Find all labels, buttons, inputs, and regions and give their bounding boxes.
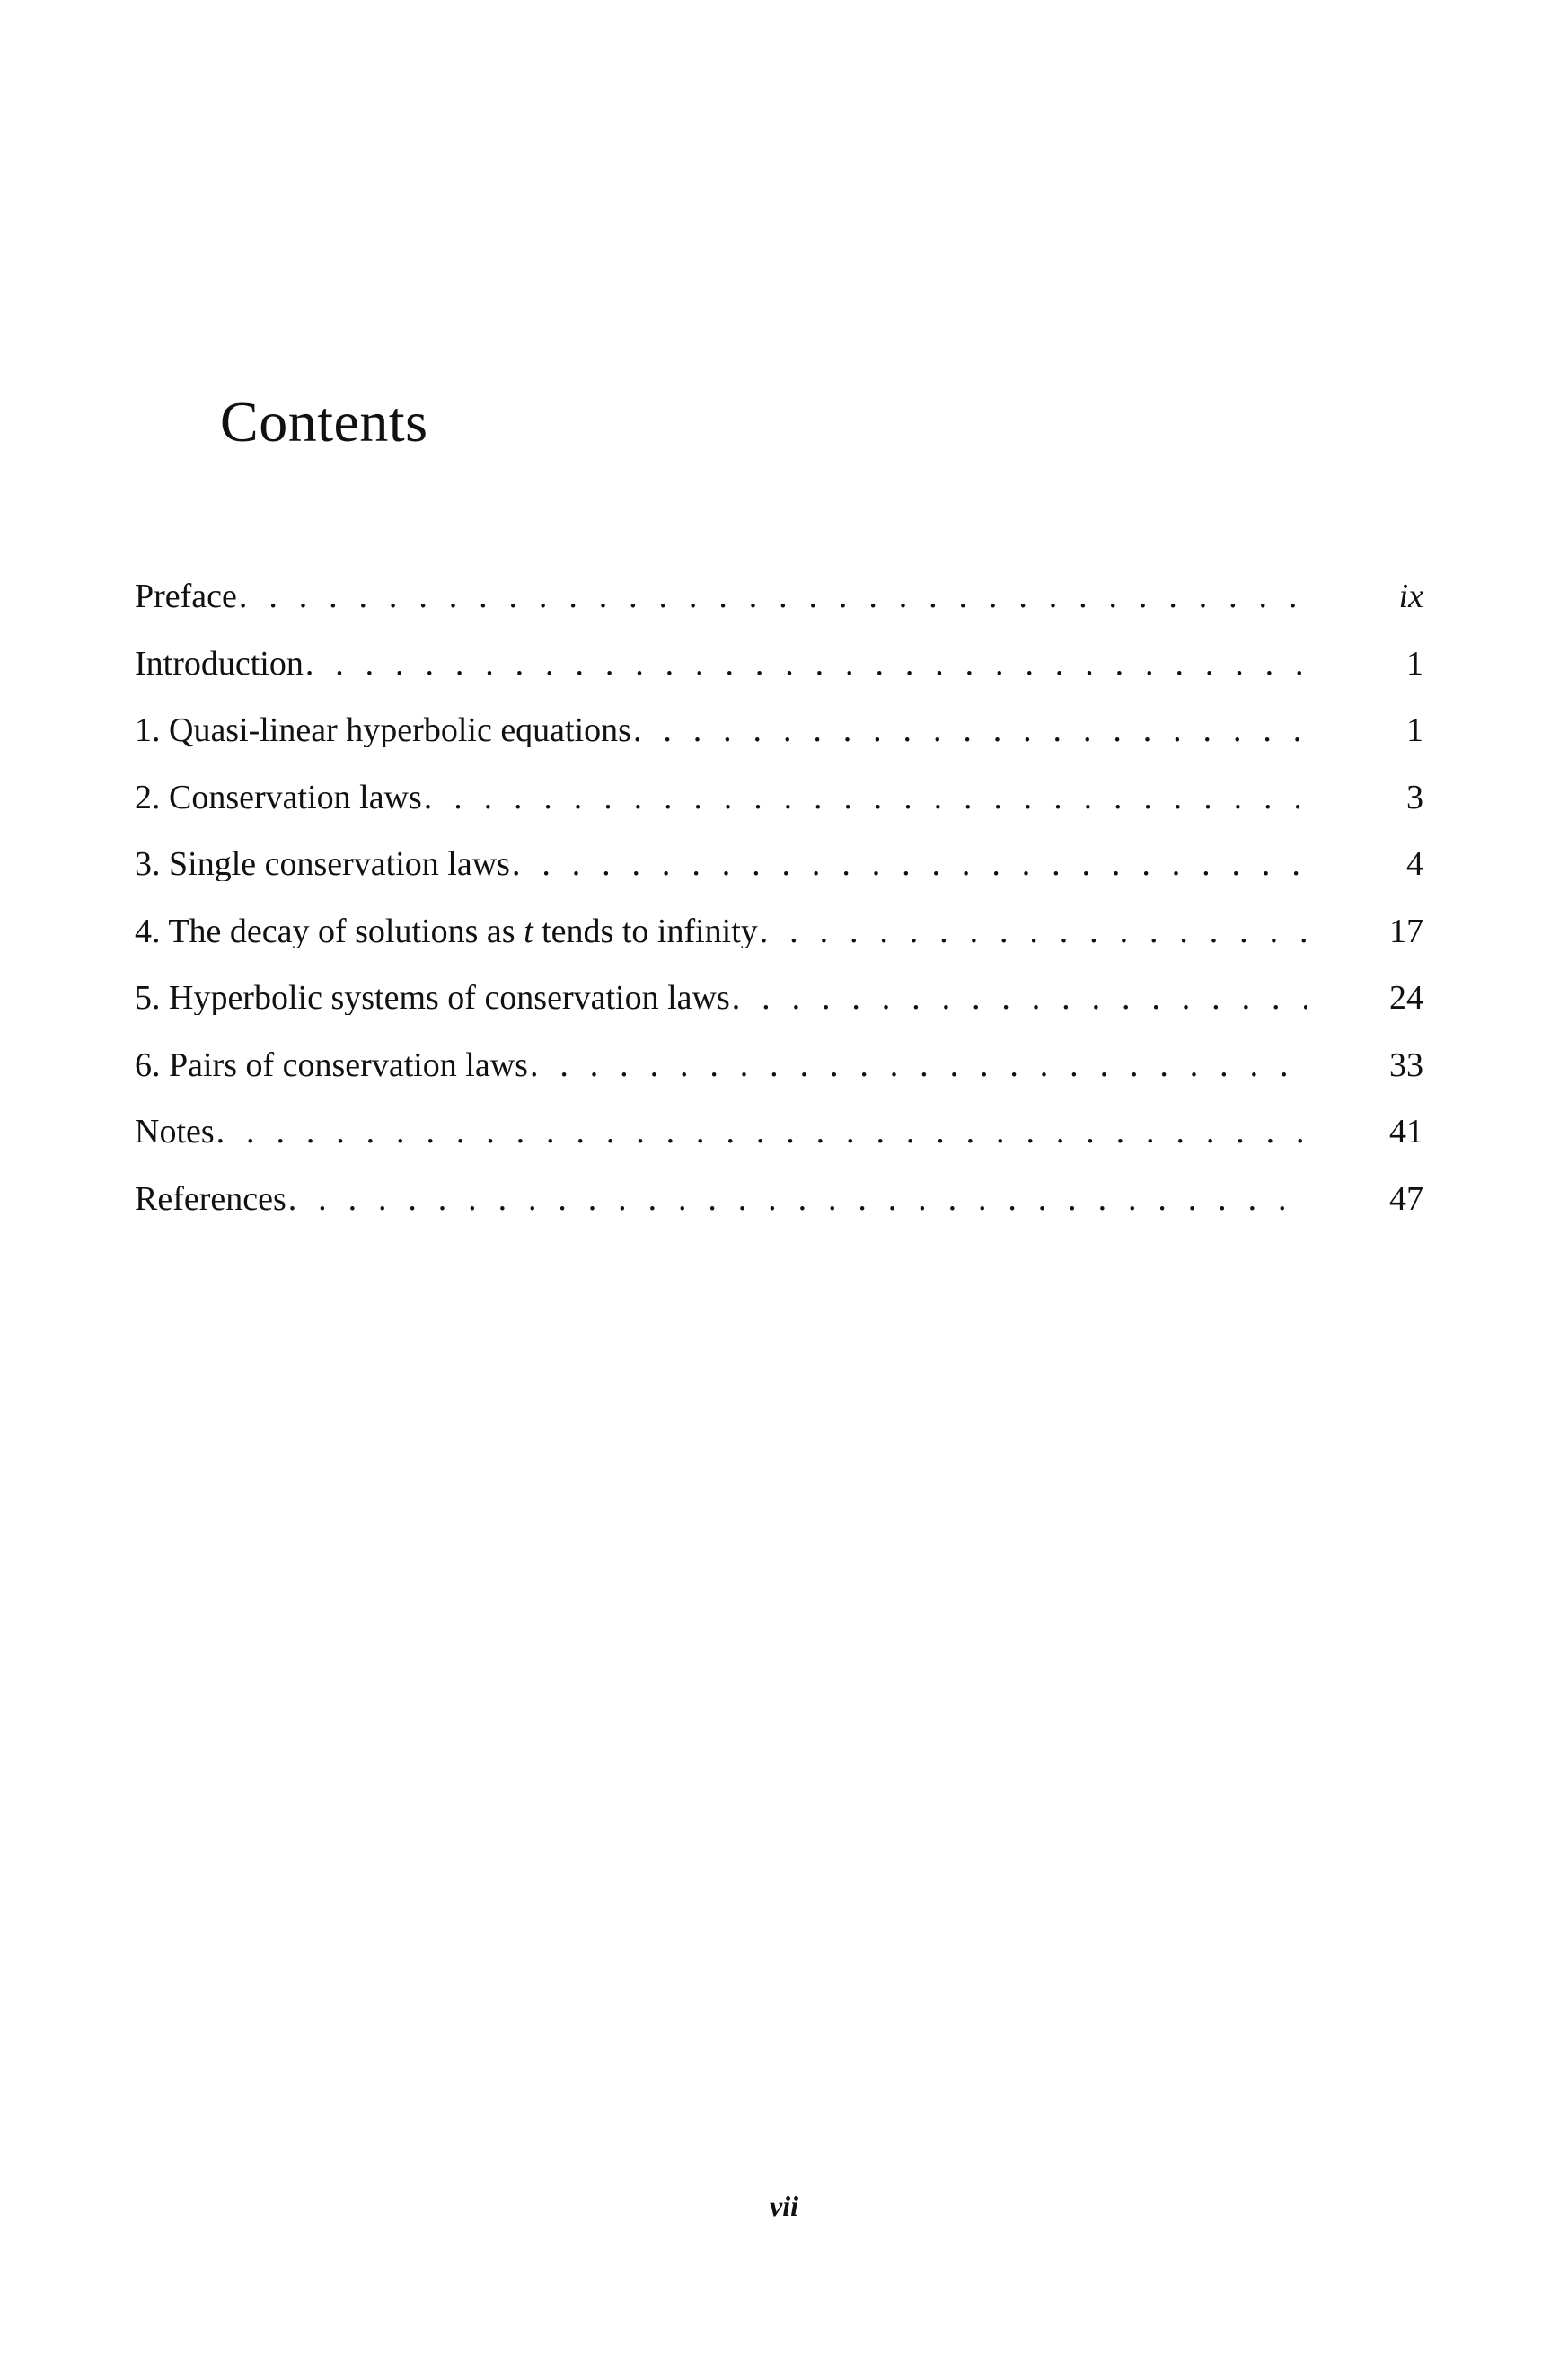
toc-title: References: [135, 1181, 286, 1216]
toc-entry-text: [135, 781, 1307, 815]
toc-page-number: 17: [1389, 912, 1423, 950]
toc-entry-notes[interactable]: [135, 1115, 1423, 1182]
variable-t: t: [524, 913, 533, 948]
toc-entry-chapter-2[interactable]: [135, 778, 1423, 848]
page-folio: vii: [770, 2190, 798, 2222]
toc-entry-text: [135, 1115, 1307, 1149]
toc-entry-text: [135, 1048, 1307, 1082]
toc-title: 6. Pairs of conservation laws: [135, 1047, 528, 1082]
dot-leader: [631, 713, 1307, 747]
dot-leader: [237, 579, 1307, 613]
table-of-contents: [135, 579, 1423, 1248]
toc-page-number: 4: [1406, 845, 1423, 883]
toc-page-number: ix: [1398, 578, 1423, 615]
dot-leader: [758, 914, 1307, 948]
dot-leader: [304, 647, 1307, 681]
toc-title-end: tends to infinity: [533, 913, 758, 948]
toc-entry-chapter-6[interactable]: [135, 1045, 1423, 1116]
dot-leader: [730, 981, 1307, 1015]
toc-page-number: 33: [1389, 1045, 1423, 1084]
toc-title-start: 4. The decay of solutions as: [135, 913, 524, 948]
toc-entry-preface[interactable]: [135, 579, 1423, 647]
contents-heading: Contents: [220, 390, 428, 454]
toc-title: 3. Single conservation laws: [135, 847, 510, 881]
dot-leader: [528, 1048, 1307, 1082]
toc-entry-text: [135, 647, 1307, 681]
toc-entry-text: [135, 713, 1307, 747]
dot-leader: [510, 847, 1307, 881]
toc-entry-text: [135, 579, 1307, 613]
toc-entry-chapter-1[interactable]: [135, 713, 1423, 781]
toc-page-number: 1: [1406, 711, 1423, 749]
toc-entry-chapter-3[interactable]: [135, 847, 1423, 914]
toc-page-number: 1: [1406, 644, 1423, 683]
toc-entry-introduction[interactable]: [135, 644, 1423, 714]
dot-leader: [286, 1182, 1307, 1216]
toc-title: Notes: [135, 1115, 215, 1149]
dot-leader: [422, 781, 1307, 815]
toc-title: Introduction: [135, 646, 304, 681]
toc-entry-references[interactable]: [135, 1179, 1423, 1249]
toc-entry-chapter-5[interactable]: [135, 981, 1423, 1048]
toc-entry-text: [135, 847, 1307, 881]
toc-entry-chapter-4[interactable]: [135, 914, 1423, 982]
toc-title: 1. Quasi-linear hyperbolic equations: [135, 713, 631, 747]
toc-page-number: 41: [1389, 1113, 1423, 1151]
toc-page-number: 47: [1389, 1179, 1423, 1218]
toc-entry-text: [135, 914, 1307, 948]
toc-title: Preface: [135, 579, 237, 613]
toc-title: [135, 914, 758, 948]
toc-title: 2. Conservation laws: [135, 780, 422, 815]
toc-entry-text: [135, 1182, 1307, 1216]
toc-title: 5. Hyperbolic systems of conservation laws: [135, 981, 730, 1015]
toc-page-number: 24: [1389, 979, 1423, 1017]
toc-entry-text: [135, 981, 1307, 1015]
toc-page-number: 3: [1406, 778, 1423, 816]
dot-leader: [215, 1115, 1307, 1149]
